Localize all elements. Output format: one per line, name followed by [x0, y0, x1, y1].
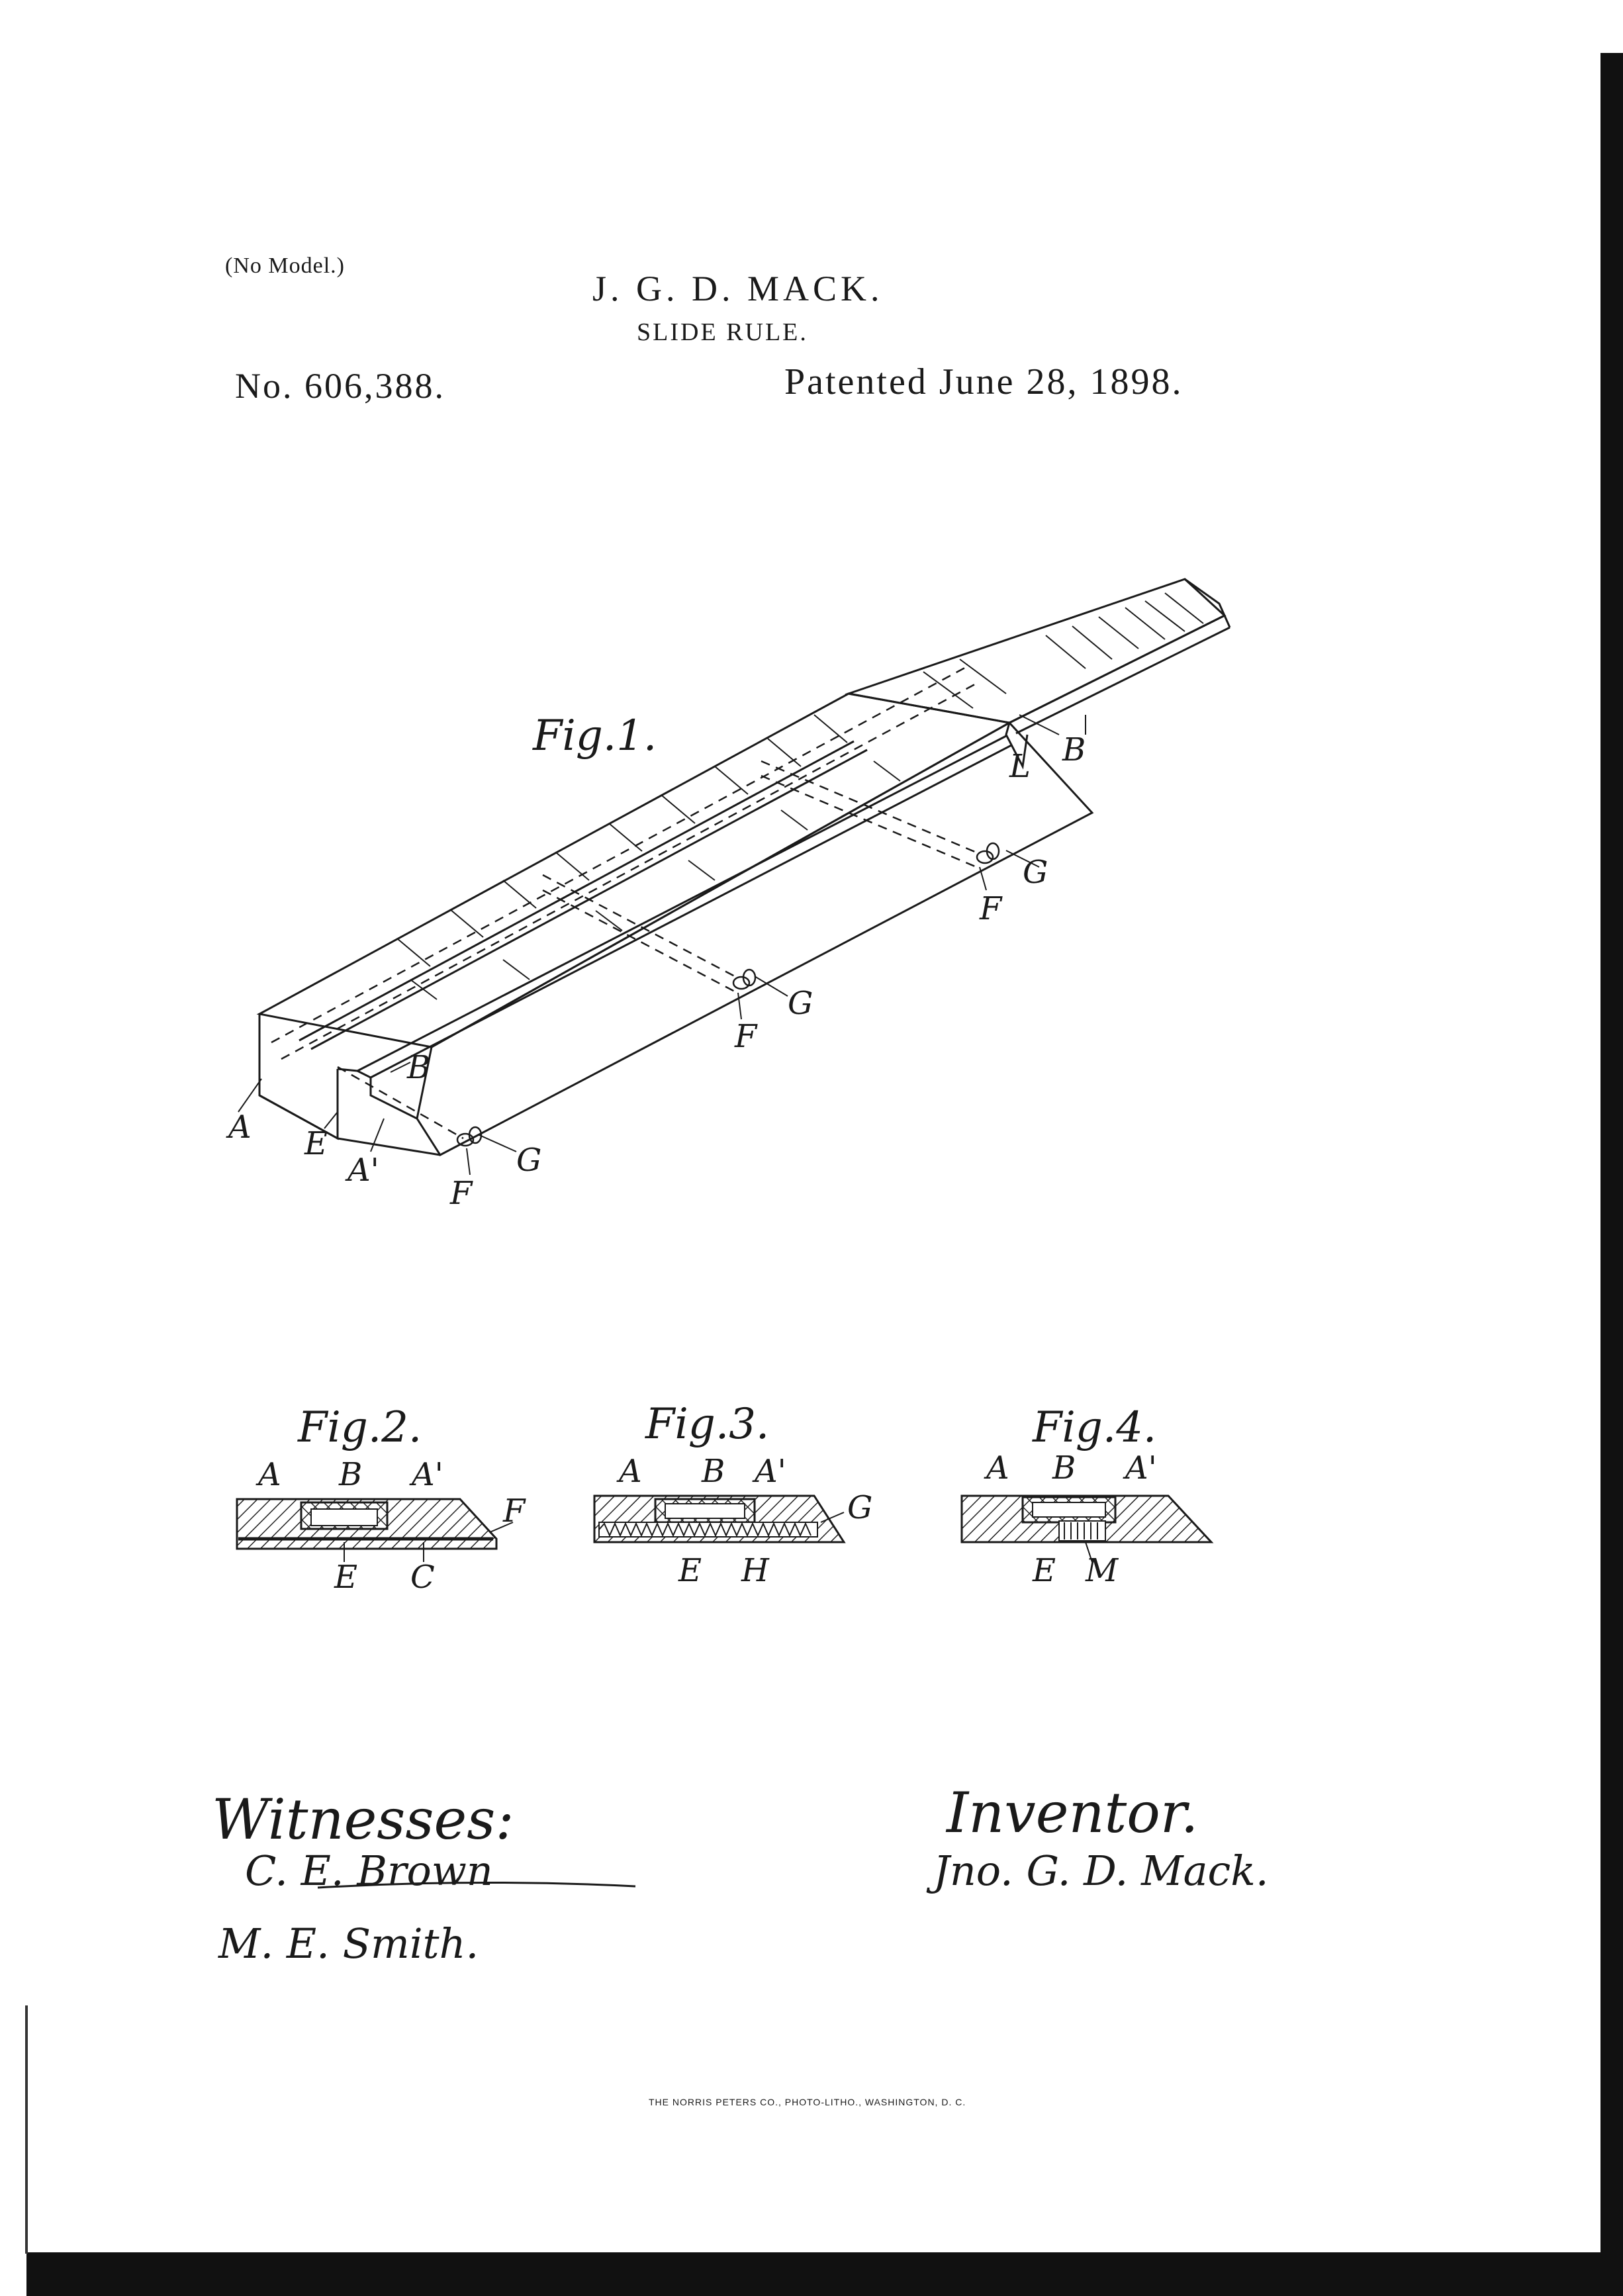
fig3-letter-b: B: [702, 1453, 725, 1490]
fig2-letter-e: E: [334, 1559, 358, 1596]
fig1-letter-g1: G: [1023, 854, 1048, 891]
fig1-letter-f3: F: [450, 1175, 473, 1212]
fig3-letter-a-prime: A': [755, 1453, 786, 1490]
fig3-letter-a: A: [619, 1453, 642, 1490]
fig4-letter-a: A: [986, 1449, 1009, 1487]
witness-signature-2: M. E. Smith.: [218, 1919, 479, 1968]
fig1-drawing: [238, 579, 1230, 1175]
fig1-letter-f1: F: [980, 890, 1002, 927]
rod-pins: [457, 843, 1002, 1146]
fig2-letter-a-prime: A': [412, 1456, 443, 1493]
fig4-letter-a-prime: A': [1125, 1449, 1157, 1487]
fig1-letter-l: L: [1009, 748, 1031, 785]
leader-lines: [238, 715, 1086, 1175]
patent-number: No. 606,388.: [235, 366, 445, 406]
fig1-letter-g2: G: [788, 985, 813, 1022]
inventor-signature: Jno. G. D. Mack.: [933, 1847, 1269, 1895]
fig3-drawing: [594, 1496, 844, 1542]
fig1-letter-e: E: [304, 1125, 328, 1162]
fig1-letter-b-top: B: [1062, 731, 1086, 768]
printer-credit: THE NORRIS PETERS CO., PHOTO-LITHO., WASHINGTON, D. C.: [649, 2097, 966, 2107]
patent-date: Patented June 28, 1898.: [784, 361, 1183, 402]
fig1-letter-a-prime: A': [348, 1152, 379, 1189]
fig1-label: Fig.1.: [533, 712, 657, 760]
fig2-letter-c: C: [410, 1559, 435, 1596]
fig3-letter-e: E: [678, 1552, 702, 1589]
fig2-letter-a: A: [258, 1456, 281, 1493]
witnesses-heading: Witnesses:: [212, 1787, 514, 1852]
slide-scale-marks: [923, 593, 1203, 708]
fig2-label: Fig.2.: [298, 1403, 422, 1452]
fig2-letter-b: B: [339, 1456, 363, 1493]
fig2-letter-f: F: [503, 1492, 526, 1530]
fig3-label: Fig.3.: [645, 1400, 770, 1449]
fig3-letter-h: H: [741, 1552, 769, 1589]
fig3-letter-g: G: [847, 1489, 873, 1526]
fig4-letter-b: B: [1052, 1449, 1076, 1487]
fig1-letter-b-mid: B: [407, 1049, 431, 1086]
invention-title: SLIDE RULE.: [637, 318, 808, 346]
fig4-letter-e: E: [1033, 1552, 1056, 1589]
fig4-letter-m: M: [1086, 1552, 1119, 1589]
no-model-note: (No Model.): [225, 253, 345, 278]
inventor-name: J. G. D. MACK.: [592, 269, 884, 308]
inventor-heading: Inventor.: [947, 1780, 1199, 1845]
fig4-label: Fig.4.: [1033, 1403, 1157, 1452]
fig2-drawing: [237, 1499, 513, 1562]
fig1-letter-f2: F: [735, 1018, 757, 1055]
fig1-letter-g3: G: [516, 1142, 542, 1179]
witness-signature-1: C. E. Brown: [245, 1847, 493, 1895]
fig1-letter-a: A: [228, 1109, 252, 1146]
slide-top-face: [849, 579, 1225, 723]
